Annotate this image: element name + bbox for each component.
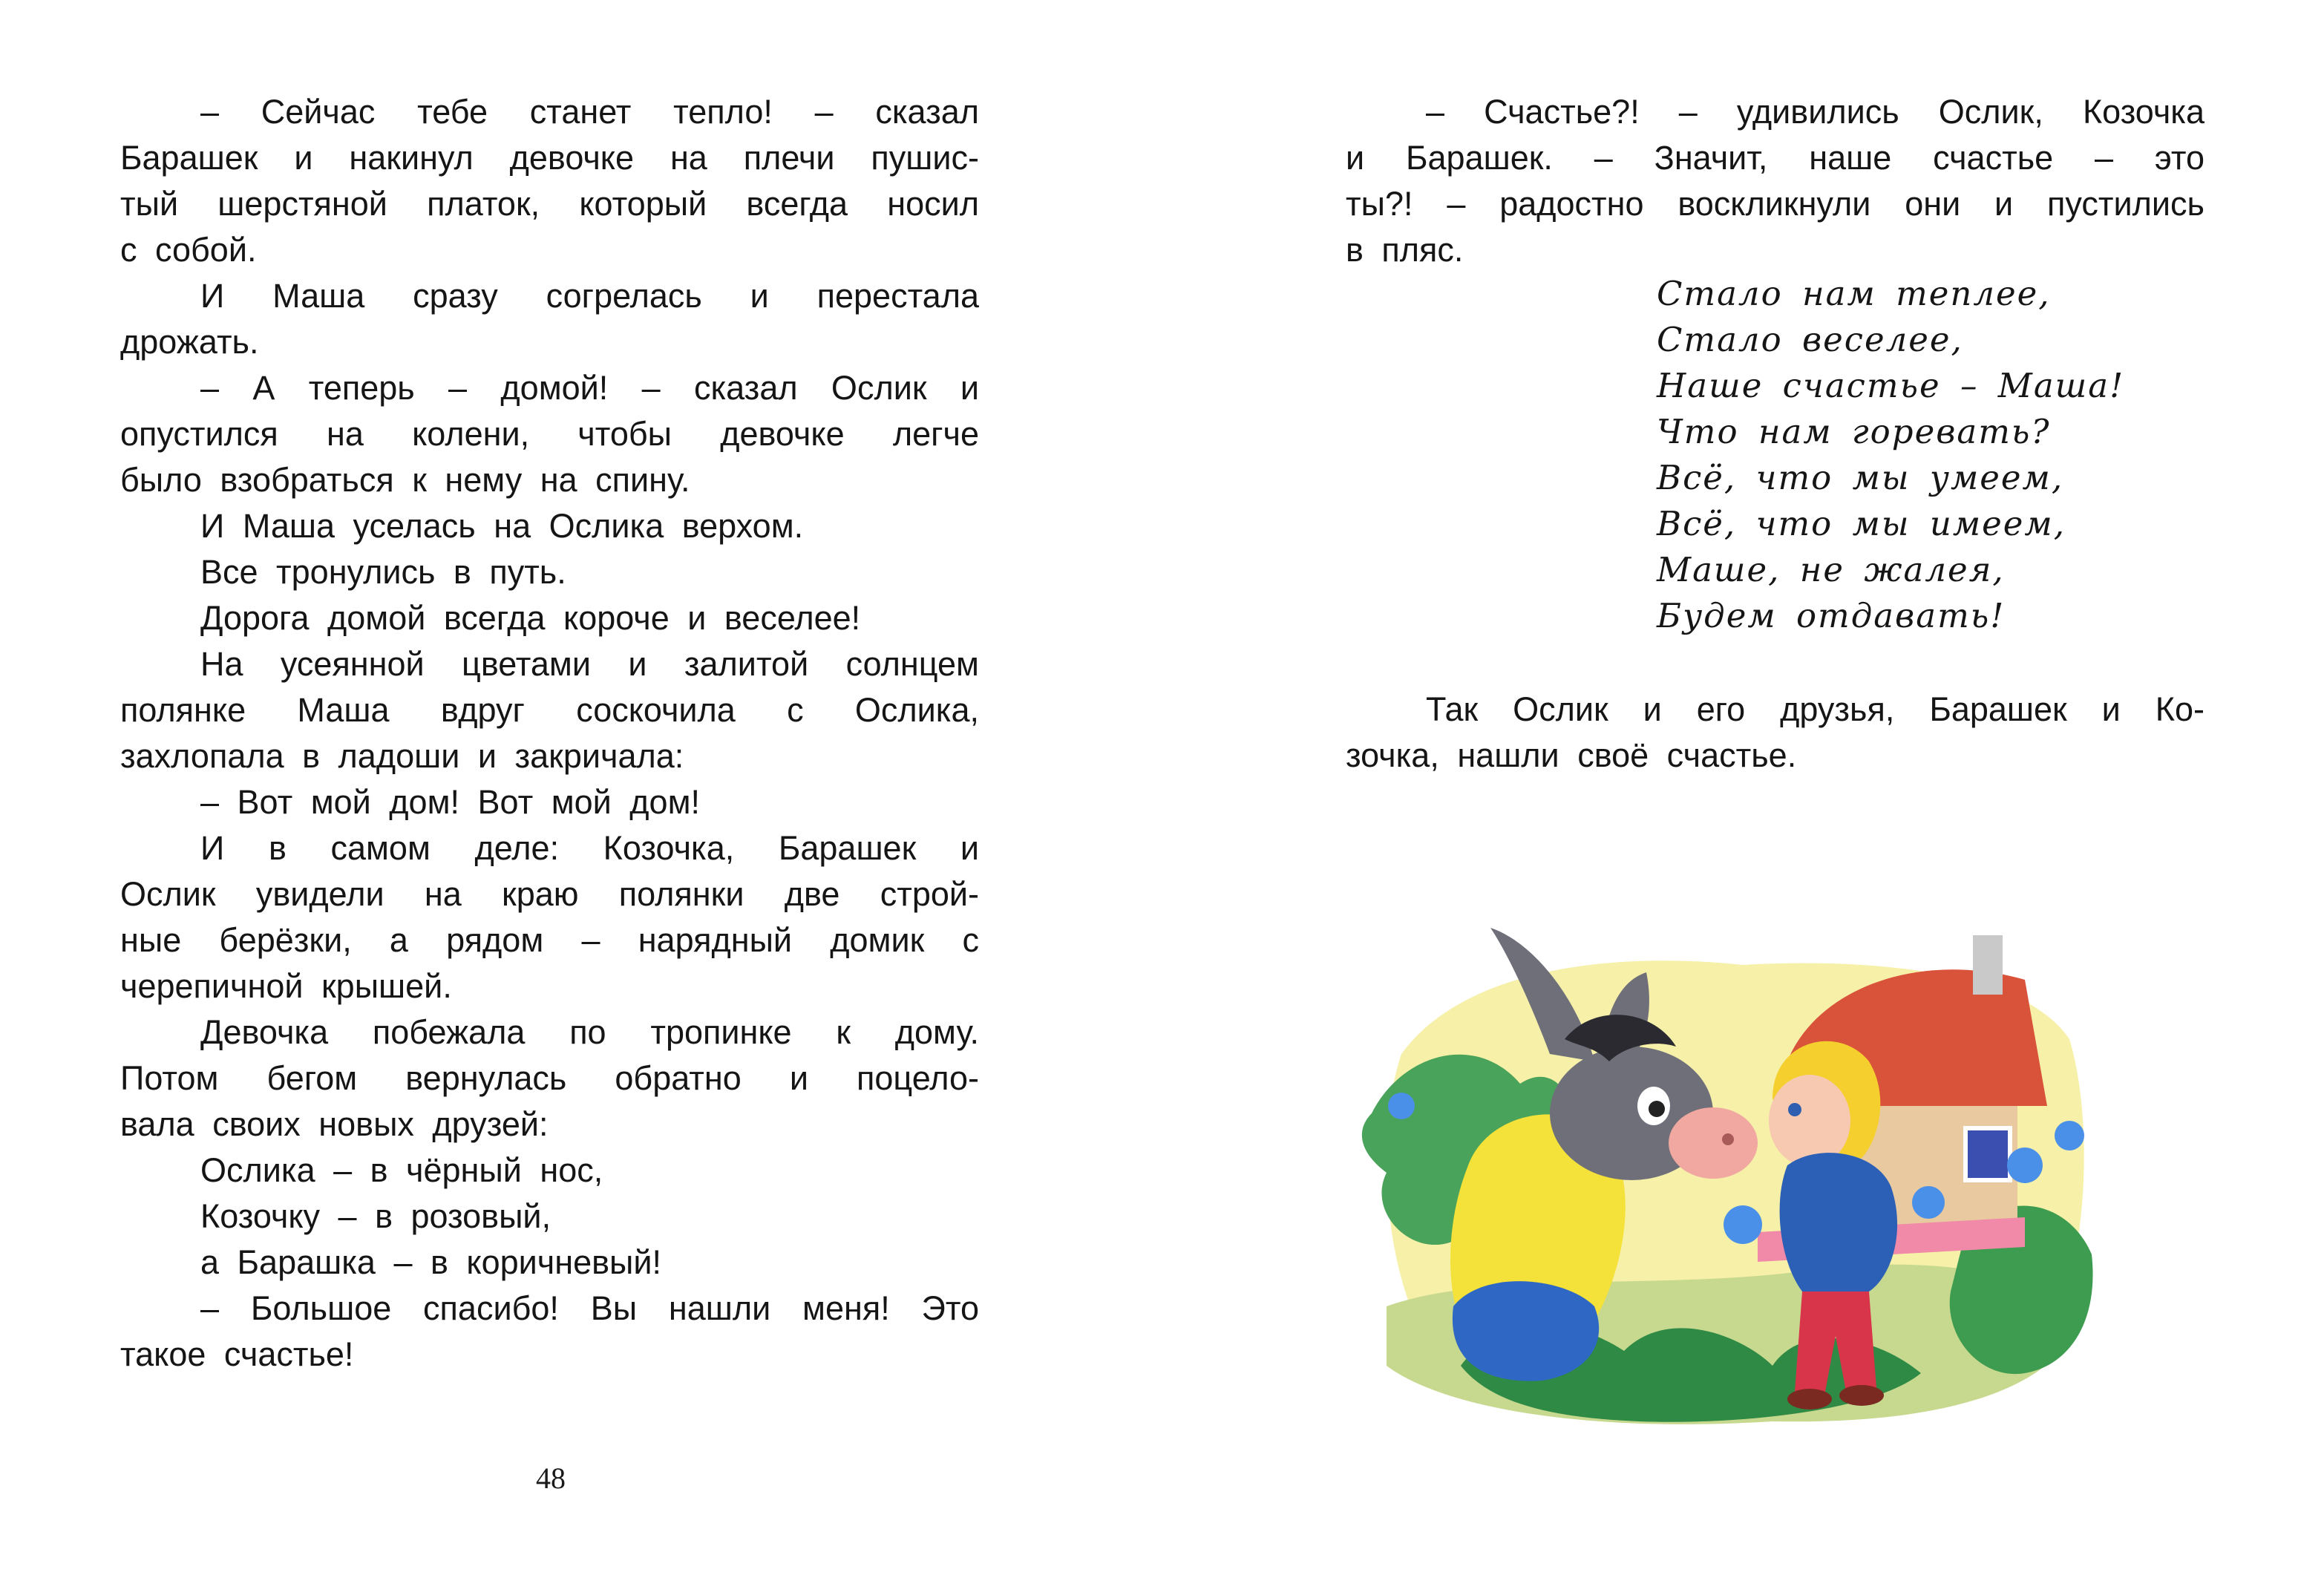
text-line: Потом бегом вернулась обратно и поцело-: [120, 1059, 979, 1097]
donkey-overalls: [1453, 1281, 1599, 1381]
poem-line: Наше счастье – Маша!: [1657, 366, 2125, 405]
house-window: [1965, 1128, 2010, 1180]
text-line: – Большое спасибо! Вы нашли меня! Это: [200, 1289, 979, 1327]
poem-line: Что нам горевать?: [1657, 412, 2051, 451]
poem-line: Всё, что мы умеем,: [1657, 458, 2064, 497]
poem-line: Маше, не жалея,: [1657, 550, 2005, 589]
flower-2: [1912, 1186, 1945, 1219]
text-line: с собой.: [120, 231, 257, 269]
text-line: в пляс.: [1346, 231, 1464, 269]
poem-line: Стало веселее,: [1657, 320, 1963, 359]
text-line: – А теперь – домой! – сказал Ослик и: [200, 369, 979, 407]
flower-5: [1388, 1093, 1415, 1119]
text-line: И Маша уселась на Ослика верхом.: [200, 507, 804, 545]
girl-shoe-right: [1839, 1385, 1884, 1406]
closing-line: зочка, нашли своё счастье.: [1346, 736, 1797, 774]
text-line: ты?! – радостно воскликнули они и пустились: [1346, 185, 2204, 223]
flower-3: [2007, 1148, 2043, 1183]
text-line: опустился на колени, чтобы девочке легче: [120, 415, 979, 453]
text-line: Барашек и накинул девочке на плечи пушис-: [120, 139, 979, 177]
girl-eye: [1788, 1103, 1801, 1116]
flower-1: [1724, 1205, 1762, 1244]
poem-line: Будем отдавать!: [1657, 596, 2006, 635]
text-line: а Барашка – в коричневый!: [200, 1243, 661, 1281]
text-line: полянке Маша вдруг соскочила с Ослика,: [120, 691, 979, 729]
text-line: И Маша сразу согрелась и перестала: [200, 277, 979, 315]
text-line: черепичной крышей.: [120, 967, 452, 1005]
text-line: На усеянной цветами и залитой солнцем: [200, 645, 979, 683]
girl-face: [1769, 1075, 1850, 1167]
text-line: ные берёзки, а рядом – нарядный домик с: [120, 921, 979, 959]
text-line: тый шерстяной платок, который всегда носил: [120, 185, 979, 223]
text-line: Девочка побежала по тропинке к дому.: [200, 1013, 979, 1051]
text-line: было взобраться к нему на спину.: [120, 461, 690, 499]
donkey-kissing-girl-illustration: [1357, 920, 2099, 1433]
flower-4: [2055, 1121, 2084, 1150]
text-line: вала своих новых друзей:: [120, 1105, 549, 1143]
text-line: такое счастье!: [120, 1335, 354, 1373]
left-text-column: [120, 89, 979, 1378]
poem-line: Всё, что мы имеем,: [1657, 504, 2066, 543]
right-text-column: [1346, 89, 2204, 273]
text-line: и Барашек. – Значит, наше счастье – это: [1346, 139, 2204, 177]
text-line: – Сейчас тебе станет тепло! – сказал: [200, 93, 979, 131]
chimney: [1973, 935, 2003, 995]
text-line: Дорога домой всегда короче и веселее!: [200, 599, 861, 637]
text-line: – Счастье?! – удивились Ослик, Козочка: [1426, 93, 2204, 131]
closing-paragraph: [1346, 687, 2204, 779]
right-page: [1162, 0, 2324, 1578]
text-line: дрожать.: [120, 323, 259, 361]
text-line: Ослик увидели на краю полянки две строй-: [120, 875, 979, 913]
girl-jacket: [1780, 1153, 1897, 1291]
text-line: захлопала в ладоши и закричала:: [120, 737, 684, 775]
donkey-pupil: [1649, 1101, 1665, 1117]
donkey-nose: [1669, 1107, 1758, 1179]
donkey-nostril: [1722, 1133, 1734, 1145]
girl-shoe-left: [1787, 1389, 1832, 1410]
text-line: Все тронулись в путь.: [200, 553, 566, 591]
text-line: – Вот мой дом! Вот мой дом!: [200, 783, 701, 821]
text-line: Козочку – в розовый,: [200, 1197, 551, 1235]
text-line: И в самом деле: Козочка, Барашек и: [200, 829, 979, 867]
poem-line: Стало нам теплее,: [1657, 274, 2051, 313]
poem: [1657, 271, 2124, 639]
text-line: Ослика – в чёрный нос,: [200, 1151, 603, 1189]
page-number: 48: [536, 1461, 566, 1495]
closing-line: Так Ослик и его друзья, Барашек и Ко-: [1426, 690, 2204, 728]
